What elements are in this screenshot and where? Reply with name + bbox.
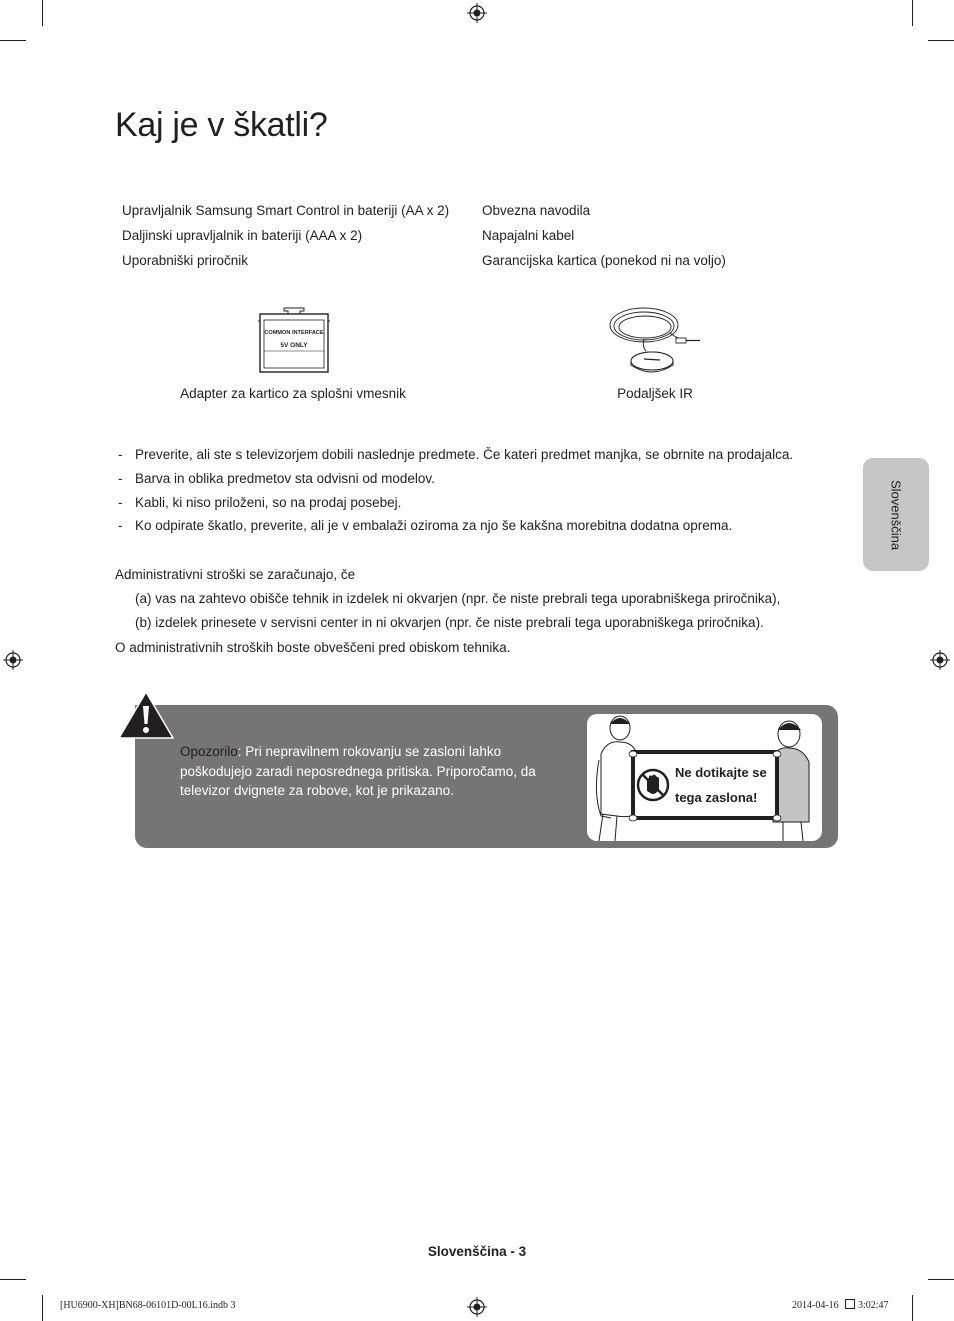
item-right-3: Garancijska kartica (ponekod ni na voljo) [482, 253, 726, 268]
note-item: - Ko odpirate škatlo, preverite, ali je v embalaži oziroma za njo še kakšna morebitna dodatna oprema. [118, 518, 733, 533]
tv-warning-label: Ne dotikajte se tega zaslona! [675, 765, 767, 805]
footer-date: 2014-04-16 [792, 1300, 839, 1311]
footer-box-icon [845, 1299, 855, 1309]
page-number: Slovenščina - 3 [427, 1244, 527, 1259]
registration-mark-icon [467, 3, 487, 23]
admin-outro: O administrativnih stroških boste obveščeni pred obiskom tehnika. [115, 640, 511, 655]
footer-file: [HU6900-XH]BN68-06101D-00L16.indb 3 [60, 1300, 236, 1311]
no-touch-icon [635, 767, 671, 803]
crop-mark [42, 1295, 43, 1321]
warning-text: Opozorilo: Pri nepravilnem rokovanju se zasloni lahko poškodujejo zaradi neposrednega pritiska. Priporočamo, da televizor dvignete za robove, kot je prikazano. [180, 744, 536, 798]
language-side-tab [863, 458, 929, 571]
item-right-1: Obvezna navodila [482, 203, 591, 218]
admin-intro: Administrativni stroški se zaračunajo, če [115, 567, 356, 582]
warning-label: Opozorilo [180, 744, 238, 759]
ir-extender-caption: Podaljšek IR [617, 386, 693, 401]
ci-adapter-label-1: COMMON INTERFACE [264, 330, 324, 336]
crop-mark [0, 40, 26, 41]
page-title: Kaj je v škatli? [115, 106, 328, 144]
ci-adapter-caption: Adapter za kartico za splošni vmesnik [180, 386, 406, 401]
registration-mark-icon [3, 650, 23, 670]
crop-mark [42, 0, 43, 26]
footer-time: 3:02:47 [858, 1300, 889, 1311]
item-left-2: Daljinski upravljalnik in bateriji (AAA x 2) [122, 228, 363, 243]
warning-triangle-icon [117, 690, 175, 740]
registration-mark-icon [930, 650, 950, 670]
item-right-2: Napajalni kabel [482, 228, 575, 243]
admin-case-a: (a) vas na zahtevo obišče tehnik in izdelek ni okvarjen (npr. če niste prebrali tega uporabniškega priročnika), [135, 591, 781, 606]
note-item: - Kabli, ki niso priloženi, so na prodaj posebej. [118, 495, 402, 510]
registration-mark-icon [467, 1297, 487, 1317]
crop-mark [0, 1279, 26, 1280]
crop-mark [912, 1295, 913, 1321]
note-item: - Barva in oblika predmetov sta odvisni od modelov. [118, 471, 435, 486]
ir-extender-image [606, 303, 702, 377]
crop-mark [912, 0, 913, 26]
ci-adapter-image [258, 305, 330, 375]
item-left-1: Upravljalnik Samsung Smart Control in bateriji (AA x 2) [122, 203, 450, 218]
crop-mark [928, 40, 954, 41]
ci-adapter-label-2: 5V ONLY [280, 342, 308, 349]
note-item: - Preverite, ali ste s televizorjem dobili naslednje predmete. Če kateri predmet manjka, se obrnite na prodajalca. [118, 447, 794, 462]
side-tab-label: Slovenščina [888, 479, 904, 550]
crop-mark [928, 1279, 954, 1280]
item-left-3: Uporabniški priročnik [122, 253, 249, 268]
admin-case-b: (b) izdelek prinesete v servisni center in ni okvarjen (npr. če niste prebrali tega uporabniškega priročnika). [135, 615, 764, 630]
